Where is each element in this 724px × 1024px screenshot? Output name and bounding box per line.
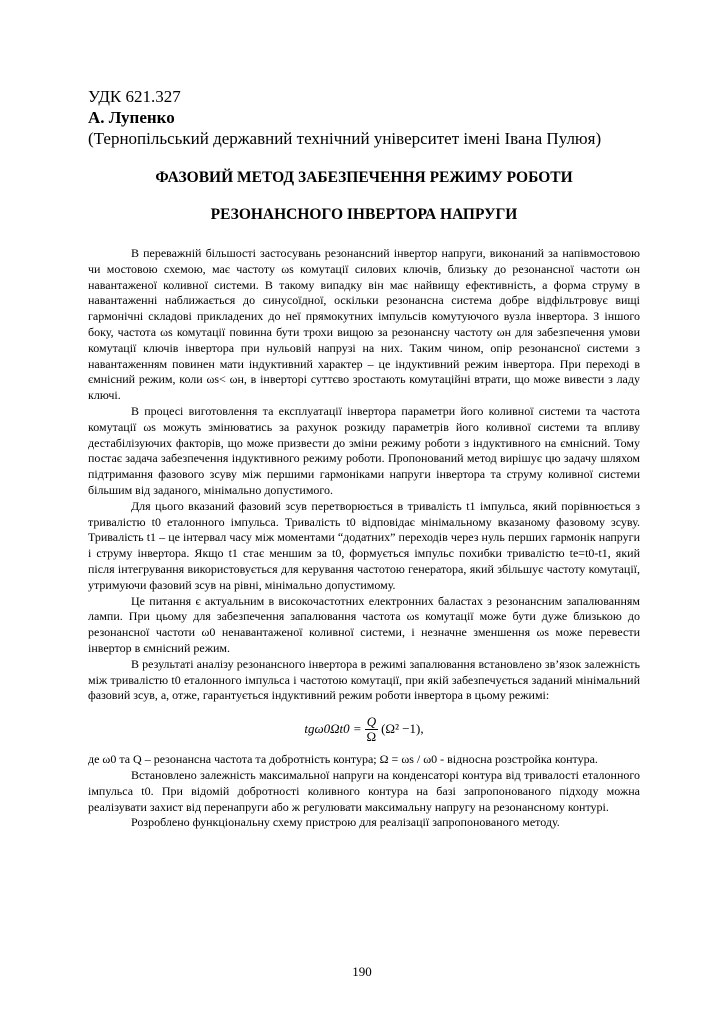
paragraph-8: Розроблено функціональну схему пристрою для реалізації запропонованого методу.: [131, 815, 560, 830]
equation: [88, 712, 640, 746]
author-affiliation: (Тернопільський державний технічний університет імені Івана Пулюя): [88, 129, 602, 148]
equation-fraction: [365, 715, 378, 744]
paragraph-4: Це питання є актуальним в високочастотних електронних баластах з резонансним запалюванням лампи. При цьому для забезпечення запалювання частота ωs комутації може бути дуже близькою до резонансної частоти ω0 ненавантаженої коливної системи, і незначне зменшення ωs може перевести інвертор в ємнісний режим.: [88, 593, 640, 655]
title-line-2: РЕЗОНАНСНОГО ІНВЕРТОРА НАПРУГИ: [210, 206, 518, 223]
title-line-1: ФАЗОВИЙ МЕТОД ЗАБЕЗПЕЧЕННЯ РЕЖИМУ РОБОТИ: [155, 169, 573, 186]
equation-rhs: (Ω² −1),: [381, 721, 424, 737]
equation-denominator: Ω: [366, 728, 377, 744]
document-page: [88, 86, 640, 831]
udk-code: УДК 621.327: [88, 87, 181, 106]
paper-title: [88, 169, 640, 224]
paragraph-3: Для цього вказаний фазовий зсув перетворюється в тривалість t1 імпульса, який порівнюється з тривалістю t0 еталонного імпульса. Тривалість t0 відповідає мінімальному вказаному фазовому зсуву. Тривалість t1 – це інтервал часу між моментами “додатних” переходів через нуль перших гармонік напруги і струму інвертора. Якщо t1 стає меншим за t0, формується імпульс похибки тривалістю tе=t0-t1, який після інтегрування використовується для керування частотою генератора, який збільшує частоту комутації, утримуючи фазовий зсув на рівні, мінімально допустимому.: [88, 498, 640, 592]
paragraph-6: де ω0 та Q – резонансна частота та добротність контура; Ω = ωs / ω0 - відносна розстройка контура.: [88, 752, 598, 767]
equation-numerator: Q: [366, 713, 377, 729]
paragraph-1: В переважній більшості застосувань резонансний інвертор напруги, виконаний за напівмостовою чи мостовою схемою, має частоту ωs комутації силових ключів, близьку до резонансної частоти ωн навантаженої коливної системи. В такому випадку він має найвищу ефективність, а форма струму в навантаженні наближається до синусоїдної, оскільки резонансна система добре відфільтровує вищі гармонічні складові прикладених до неї прямокутних імпульсів комутуючого вузла інвертора. З іншого боку, частота ωs комутації повинна бути трохи вищою за резонансну частоту ωн для забезпечення умови комутації ключів інвертора при нульовій напрузі на них. Таким чином, опір резонансної системи з навантаженням повинен мати індуктивний характер – це індуктивний режим інвертора. При переході в ємнісний режим, коли ωs< ωн, в інверторі суттєво зростають комутаційні втрати, що може вивести з ладу ключі.: [88, 246, 640, 403]
paragraph-2: В процесі виготовлення та експлуатації інвертора параметри його коливної системи та частота комутації ωs можуть змінюватись за рахунок розкиду параметрів його коливної системи та впливу дестабілізуючих факторів, що може призвести до зміни режиму роботи з індуктивного на ємнісний. Тому постає задача забезпечення індуктивного режиму роботи. Пропонований метод вирішує цю задачу шляхом підтримання фазового зсуву між першими гармоніками напруги інвертора та струму коливної системи більшим від заданого, мінімально допустимого.: [88, 403, 640, 497]
paragraph-7: Встановлено залежність максимальної напруги на конденсаторі контура від тривалості еталонного імпульса t0. При відомій добротності коливного контура на базі запропонованого підходу можна реалізувати захист від перенапруги або ж регулювати максимальну напругу на резонансному контурі.: [88, 767, 640, 814]
author-name: А. Лупенко: [88, 108, 175, 127]
paragraph-5: В результаті аналізу резонансного інвертора в режимі запалювання встановлено зв’язок залежність між тривалістю t0 еталонного імпульса і частотою комутації, при якій забезпечується заданий мінімальний фазовий зсув, а, отже, гарантується індуктивний режим роботи інвертора в цьому режимі:: [88, 656, 640, 703]
equation-lhs: tgω0Ωt0 =: [304, 721, 362, 737]
paper-body: [88, 246, 640, 831]
page-number: 190: [352, 964, 372, 979]
